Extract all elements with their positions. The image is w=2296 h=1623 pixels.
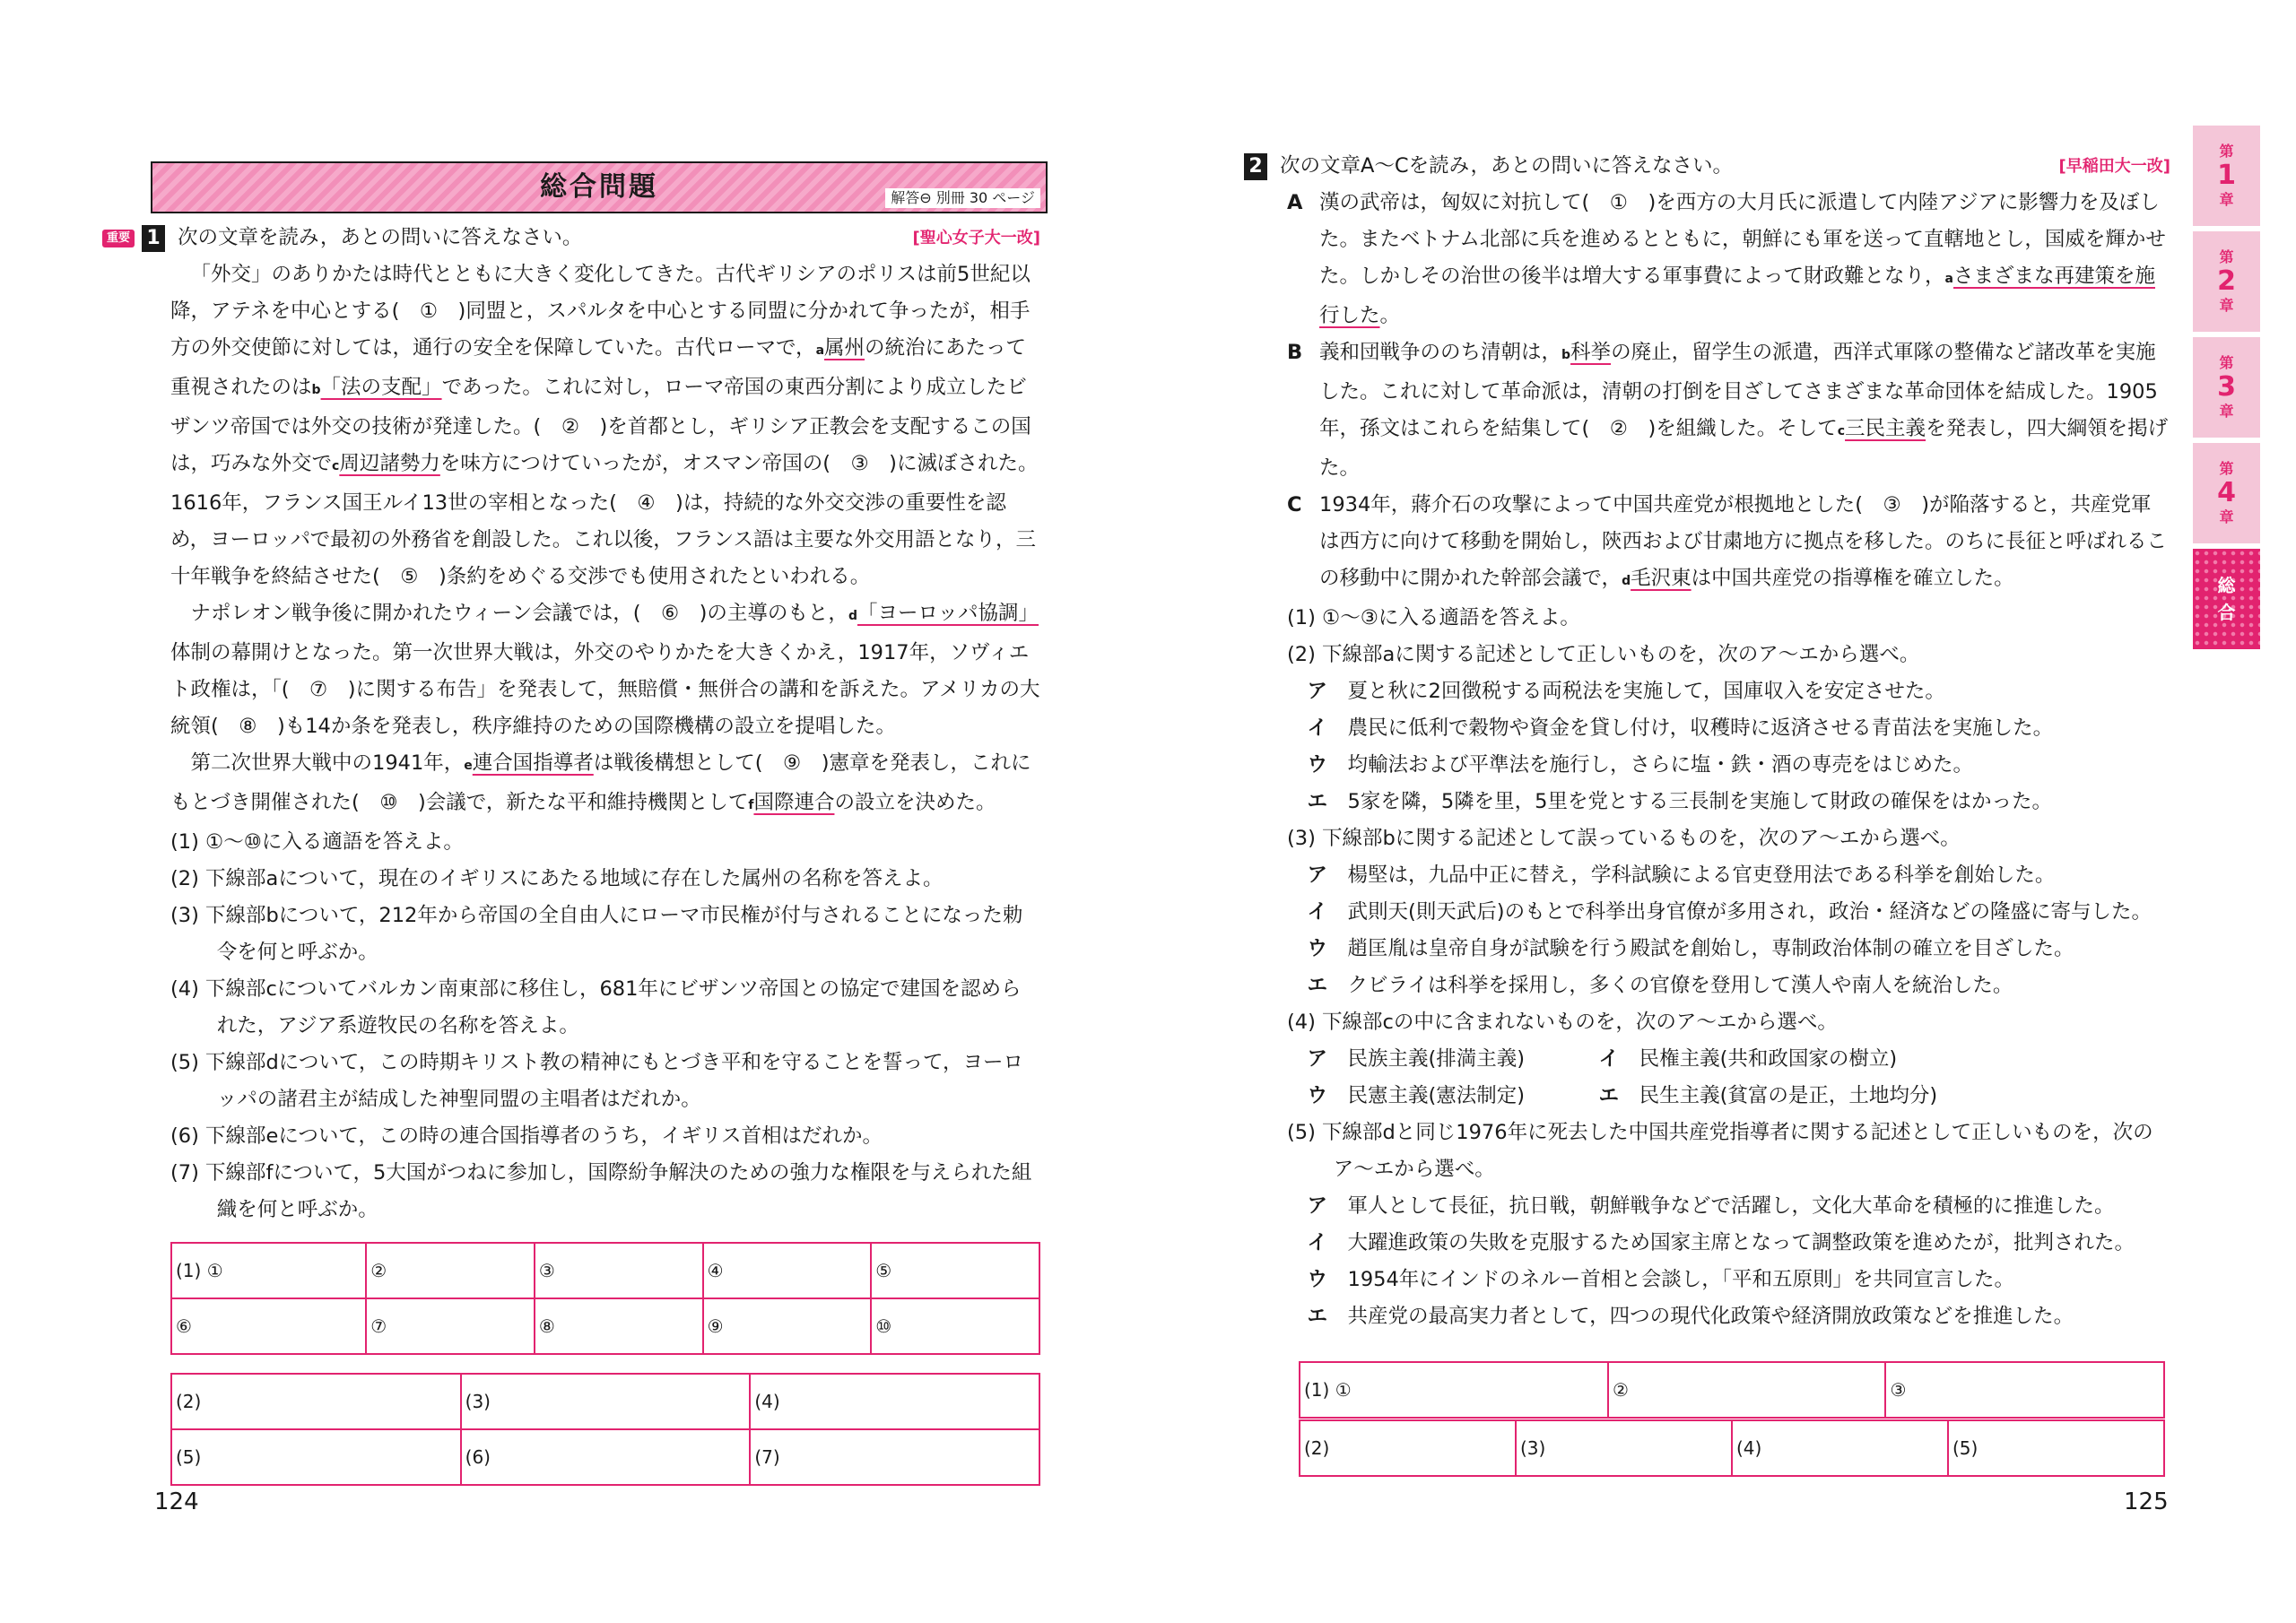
- answer-cell[interactable]: (2): [171, 1374, 461, 1429]
- sub-question: (2) 下線部aについて，現在のイギリスにあたる地域に存在した属州の名称を答えよ。: [170, 867, 944, 890]
- tab-chapter-2[interactable]: 第 2 章: [2193, 231, 2260, 332]
- answer-cell[interactable]: (1) ①: [171, 1243, 366, 1298]
- choice: エ 共産党の最高実力者として，四つの現代化政策や経済開放政策などを推進した。: [1307, 1305, 2074, 1328]
- choice: ウ 趙匡胤は皇帝自身が試験を行う殿試を創始し，専制政治体制の確立を目ざした。: [1307, 937, 2074, 960]
- answer-reference: 解答⊖ 別冊 30 ページ: [885, 188, 1040, 208]
- section-title: 総合問題: [540, 171, 658, 203]
- answer-cell[interactable]: ③: [535, 1243, 703, 1298]
- sub-question: (6) 下線部eについて，この時の連合国指導者のうち，イギリス首相はだれか。: [170, 1124, 883, 1148]
- page-number: 124: [154, 1488, 199, 1515]
- choice: ウ 1954年にインドのネルー首相と会談し，「平和五原則」を共同宣言した。: [1307, 1268, 2015, 1291]
- sub-question: (4) 下線部cの中に含まれないものを，次のア〜エから選べ。: [1287, 1011, 1838, 1034]
- choice: イ 農民に低利で穀物や資金を貸し付け，収穫時に返済させる青苗法を実施した。: [1307, 716, 2054, 740]
- answer-cell[interactable]: (3): [1516, 1420, 1732, 1476]
- answer-cell[interactable]: ⑥: [171, 1298, 366, 1354]
- sub-question: (5) 下線部dについて，この時期キリスト教の精神にもとづき平和を守ることを誓って，ヨーロッパの諸君主が結成した神聖同盟の主唱者はだれか。: [170, 1051, 1024, 1111]
- sub-question: (1) ①〜③に入る適語を答えよ。: [1287, 606, 1580, 629]
- sub-question: (3) 下線部bについて，212年から帝国の全自由人にローマ市民権が付与されることになった勅令を何と呼ぶか。: [170, 904, 1023, 964]
- answer-cell[interactable]: ⑧: [535, 1298, 703, 1354]
- answer-cell[interactable]: ⑨: [703, 1298, 872, 1354]
- important-badge: 重要: [102, 230, 135, 247]
- source-label: [早稲田大一改]: [2058, 157, 2170, 176]
- choice: イ 武則天(則天武后)のもとで科挙出身官僚が多用され，政治・経済などの隆盛に寄与した。: [1307, 900, 2152, 924]
- choice: エ クビライは科挙を採用し，多くの官僚を登用して漢人や南人を統治した。: [1307, 974, 2013, 997]
- sub-question: (5) 下線部dと同じ1976年に死去した中国共産党指導者に関する記述として正しいものを，次のア〜エから選べ。: [1287, 1121, 2153, 1181]
- question-2: [1248, 148, 2170, 1335]
- tab-chapter-1[interactable]: 第 1 章: [2193, 126, 2260, 226]
- source-label: [聖心女子大一改]: [912, 229, 1040, 247]
- choice: ア 楊堅は，九品中正に替え，学科試験による官吏登用法である科挙を創始した。: [1307, 864, 2056, 887]
- sub-question: (7) 下線部fについて，5大国がつねに参加し，国際紛争解決のための強力な権限を与えられた組織を何と呼ぶか。: [170, 1161, 1032, 1221]
- passage-c: C 1934年，蔣介石の攻撃によって中国共産党が根拠地とした( ③ )が陥落すると，共産党軍は西方に向けて移動を開始し，陝西および甘粛地方に拠点を移した。のちに長征と呼ばれるこの移動中に開かれた幹部会議で，d毛沢東は中国共産党の指導権を確立した。: [1287, 493, 2168, 590]
- answer-cell[interactable]: (7): [750, 1429, 1039, 1485]
- passage-a: A 漢の武帝は，匈奴に対抗して( ① )を西方の大月氏に派遣して内陸アジアに影響力を及ぼした。またベトナム北部に兵を進めるとともに，朝鮮にも軍を送って直轄地とし，国威を輝かせた。しかしその治世の後半は増大する軍事費によって財政難となり，aさまざまな再建策を施行した。: [1287, 191, 2166, 327]
- question-number: 2: [1244, 153, 1267, 180]
- chapter-tabs: [2193, 126, 2260, 655]
- tab-chapter-4[interactable]: 第 4 章: [2193, 443, 2260, 543]
- choice: ア 夏と秋に2回徴税する両税法を実施して，国庫収入を安定させた。: [1307, 680, 1945, 703]
- tab-review[interactable]: 総 合: [2193, 549, 2260, 649]
- answer-cell[interactable]: (6): [461, 1429, 751, 1485]
- page-number: 125: [2124, 1488, 2169, 1515]
- sub-question: (3) 下線部bに関する記述として誤っているものを，次のア〜エから選べ。: [1287, 827, 1961, 850]
- choice: ウ 均輸法および平準法を施行し，さらに塩・鉄・酒の専売をはじめた。: [1307, 753, 1974, 777]
- passage-paragraph-1: 「外交」のありかたは時代とともに大きく変化してきた。古代ギリシアのポリスは前5世紀以降，アテネを中心とする( ① )同盟と，スパルタを中心とする同盟に分かれて争ったが，相手方の外交使節に対しては，通行の安全を保障していた。古代ローマで，a属州の統治にあたって重視されたのはb「法の支配」であった。これに対し，ローマ帝国の東西分割により成立したビザンツ帝国では外交の技術が発達した。( ② )を首都とし，ギリシア正教会を支配するこの国は，巧みな外交でc周辺諸勢力を味方につけていったが，オスマン帝国の( ③ )に滅ぼされた。1616年，フランス国王ルイ13世の宰相となった( ④ )は，持続的な外交交渉の重要性を認め，ヨーロッパで最初の外務省を創設した。これ以後，フランス語は主要な外交用語となり，三十年戦争を終結させた( ⑤ )条約をめぐる交渉でも使用されたといわれる。: [170, 263, 1039, 588]
- answer-cell[interactable]: ②: [366, 1243, 535, 1298]
- sub-question: (1) ①〜⑩に入る適語を答えよ。: [170, 830, 464, 854]
- choice-row: ウ 民憲主義(憲法制定) エ 民生主義(貧富の是正，土地均分): [1307, 1084, 1938, 1107]
- answer-cell[interactable]: (3): [461, 1374, 751, 1429]
- passage-b: B 義和団戦争ののち清朝は，b科挙の廃止，留学生の派遣，西洋式軍隊の整備など諸改革を実施した。これに対して革命派は，清朝の打倒を目ざしてさまざまな革命団体を結成した。1905年，孫文はこれらを結集して( ② )を組織した。そしてc三民主義を発表し，四大綱領を掲げた。: [1287, 341, 2169, 480]
- question-instruction: 次の文章を読み，あとの問いに答えなさい。: [178, 226, 583, 249]
- answer-cell[interactable]: ⑩: [871, 1298, 1039, 1354]
- answer-cell[interactable]: ⑦: [366, 1298, 535, 1354]
- choice: ア 軍人として長征，抗日戦，朝鮮戦争などで活躍し，文化大革命を積極的に推進した。: [1307, 1194, 2115, 1218]
- answer-cell[interactable]: (1) ①: [1300, 1362, 1608, 1418]
- answer-cell[interactable]: (5): [1948, 1420, 2164, 1476]
- question-number: 1: [142, 225, 165, 252]
- answer-cell[interactable]: (2): [1300, 1420, 1516, 1476]
- answer-cell[interactable]: (4): [1732, 1420, 1948, 1476]
- answer-cell[interactable]: ③: [1885, 1362, 2164, 1418]
- answer-table-3: [1299, 1361, 2165, 1419]
- answer-table-4: [1299, 1419, 2165, 1477]
- answer-cell[interactable]: ⑤: [871, 1243, 1039, 1298]
- sub-question: (2) 下線部aに関する記述として正しいものを，次のア〜エから選べ。: [1287, 643, 1920, 666]
- answer-cell[interactable]: ②: [1608, 1362, 1886, 1418]
- choice: エ 5家を隣，5隣を里，5里を党とする三長制を実施して財政の確保をはかった。: [1307, 790, 2052, 813]
- answer-cell[interactable]: ④: [703, 1243, 872, 1298]
- choice: イ 大躍進政策の失敗を克服するため国家主席となって調整政策を進めたが，批判された。: [1307, 1231, 2135, 1254]
- question-instruction: 次の文章A〜Cを読み，あとの問いに答えなさい。: [1280, 154, 1733, 178]
- passage-paragraph-2: ナポレオン戦争後に開かれたウィーン会議では，( ⑥ )の主導のもと，d「ヨーロッパ協調」体制の幕開けとなった。第一次世界大戦は，外交のやりかたを大きくかえ，1917年，ソヴィエト政権は，「( ⑦ )に関する布告」を発表して，無賠償・無併合の講和を訴えた。アメリカの大統領( ⑧ )も14か条を発表し，秩序維持のための国際機構の設立を提唱した。: [170, 602, 1040, 738]
- choice-row: ア 民族主義(排満主義) イ 民権主義(共和政国家の樹立): [1307, 1047, 1898, 1071]
- answer-cell[interactable]: (4): [750, 1374, 1039, 1429]
- tab-chapter-3[interactable]: 第 3 章: [2193, 337, 2260, 438]
- sub-question: (4) 下線部cについてバルカン南東部に移住し，681年にビザンツ帝国との協定で建国を認められた，アジア系遊牧民の名称を答えよ。: [170, 977, 1022, 1037]
- answer-cell[interactable]: (5): [171, 1429, 461, 1485]
- passage-paragraph-3: 第二次世界大戦中の1941年，e連合国指導者は戦後構想として( ⑨ )憲章を発表し，これにもとづき開催された( ⑩ )会議で，新たな平和維持機関としてf国際連合の設立を決めた。: [170, 751, 1031, 814]
